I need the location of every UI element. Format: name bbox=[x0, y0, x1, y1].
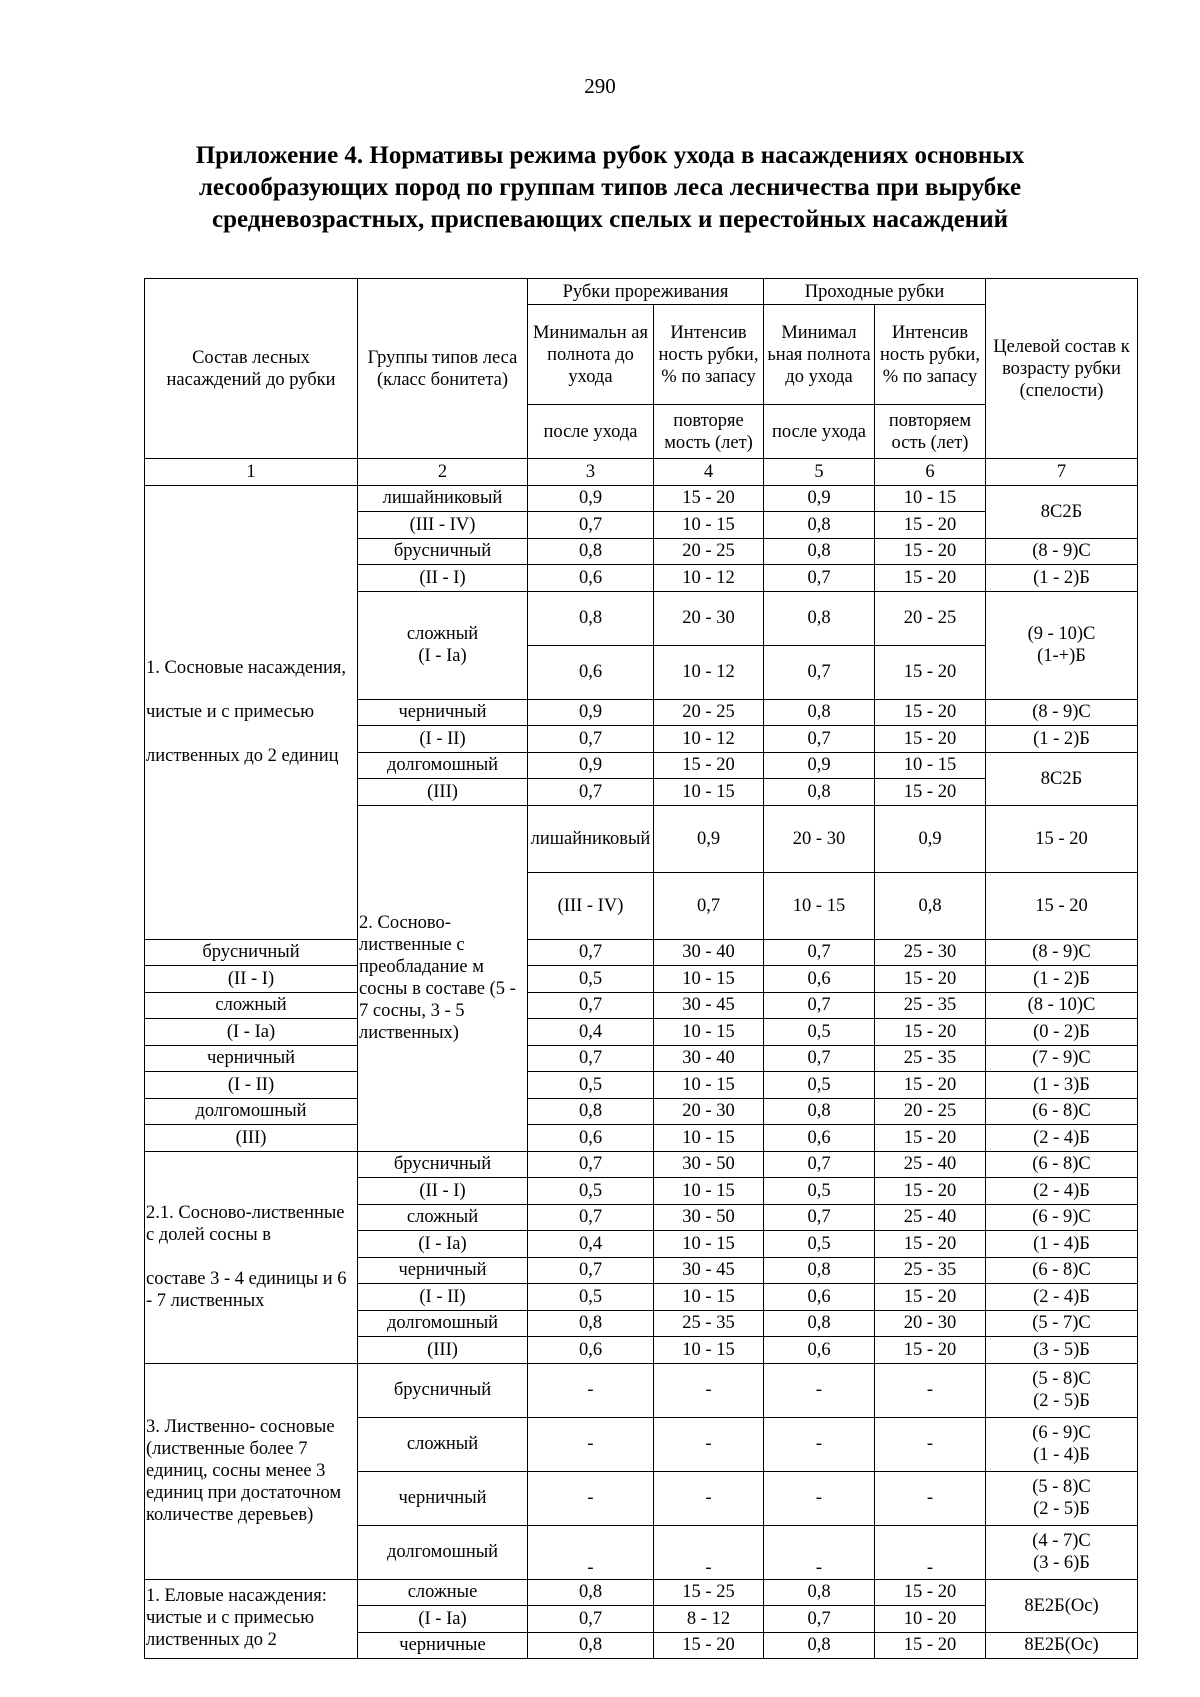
forest-type-cell: (I - II) bbox=[145, 1072, 358, 1099]
value-cell: 0,6 bbox=[764, 1284, 875, 1311]
value-cell: 0,9 bbox=[875, 805, 986, 872]
value-cell: 20 - 25 bbox=[875, 591, 986, 645]
target-cell: (2 - 4)Б bbox=[986, 1284, 1138, 1311]
forest-type-cell: (III) bbox=[358, 1337, 528, 1364]
value-cell: 0,8 bbox=[764, 1310, 875, 1337]
value-cell: 0,6 bbox=[528, 645, 654, 699]
value-cell: - bbox=[764, 1363, 875, 1417]
value-cell: 0,9 bbox=[528, 485, 654, 512]
target-cell: (1 - 2)Б bbox=[986, 726, 1138, 753]
value-cell: 8 - 12 bbox=[654, 1606, 764, 1633]
value-cell: 10 - 20 bbox=[875, 1606, 986, 1633]
value-cell: 0,7 bbox=[528, 1045, 654, 1072]
header-thinning: Рубки прореживания bbox=[528, 279, 764, 305]
value-cell: 0,8 bbox=[528, 1632, 654, 1659]
value-cell: 10 - 15 bbox=[654, 1072, 764, 1099]
target-cell: (8 - 9)С bbox=[986, 939, 1138, 966]
target-cell: (6 - 8)С bbox=[986, 1151, 1138, 1178]
value-cell: 20 - 30 bbox=[875, 1310, 986, 1337]
target-cell: (1 - 2)Б bbox=[986, 966, 1138, 993]
value-cell: 0,7 bbox=[528, 992, 654, 1019]
value-cell: 0,8 bbox=[764, 1579, 875, 1606]
table-row bbox=[145, 939, 1138, 966]
header-after-care: после ухода bbox=[528, 405, 654, 459]
value-cell: 0,7 bbox=[764, 939, 875, 966]
value-cell: 20 - 30 bbox=[654, 1098, 764, 1125]
forest-type-cell: долгомошный bbox=[358, 1310, 528, 1337]
value-cell: 25 - 35 bbox=[654, 1310, 764, 1337]
value-cell: 0,7 bbox=[764, 1204, 875, 1231]
page-number: 290 bbox=[584, 74, 616, 98]
value-cell: 10 - 15 bbox=[875, 485, 986, 512]
value-cell: 30 - 50 bbox=[654, 1204, 764, 1231]
table-row bbox=[145, 1072, 1138, 1099]
value-cell: 0,9 bbox=[528, 699, 654, 726]
value-cell: 15 - 20 bbox=[986, 805, 1138, 872]
target-cell: (0 - 2)Б bbox=[986, 1019, 1138, 1046]
forest-type-cell: сложный bbox=[358, 1204, 528, 1231]
forest-type-cell: сложные bbox=[358, 1579, 528, 1606]
value-cell: 0,7 bbox=[764, 992, 875, 1019]
value-cell: 0,9 bbox=[764, 485, 875, 512]
value-cell: 0,4 bbox=[528, 1019, 654, 1046]
value-cell: 15 - 20 bbox=[654, 1632, 764, 1659]
value-cell: 0,7 bbox=[528, 1204, 654, 1231]
value-cell: 0,7 bbox=[654, 872, 764, 939]
target-cell: (2 - 4)Б bbox=[986, 1125, 1138, 1152]
value-cell: 0,5 bbox=[764, 1019, 875, 1046]
value-cell: 0,6 bbox=[764, 966, 875, 993]
value-cell: 15 - 20 bbox=[875, 538, 986, 565]
value-cell: 0,8 bbox=[764, 1632, 875, 1659]
column-number: 3 bbox=[528, 459, 654, 486]
value-cell: - bbox=[528, 1525, 654, 1579]
value-cell: 0,5 bbox=[764, 1072, 875, 1099]
table-row bbox=[145, 966, 1138, 993]
column-number: 5 bbox=[764, 459, 875, 486]
header-repeatability: повторяем ость (лет) bbox=[875, 405, 986, 459]
value-cell: 0,7 bbox=[528, 1151, 654, 1178]
value-cell: 10 - 15 bbox=[764, 872, 875, 939]
forest-type-cell: (III - IV) bbox=[528, 872, 654, 939]
forest-type-cell: черничные bbox=[358, 1632, 528, 1659]
value-cell: 15 - 20 bbox=[875, 1284, 986, 1311]
value-cell: 0,7 bbox=[528, 779, 654, 806]
forest-type-cell: (I - Ia) bbox=[358, 1231, 528, 1258]
target-cell: (7 - 9)С bbox=[986, 1045, 1138, 1072]
forest-type-cell: (II - I) bbox=[145, 966, 358, 993]
forest-type-cell: сложный bbox=[145, 992, 358, 1019]
value-cell: 0,8 bbox=[764, 1257, 875, 1284]
value-cell: 30 - 50 bbox=[654, 1151, 764, 1178]
forest-type-cell: брусничный bbox=[358, 1363, 528, 1417]
group-label: 3. Лиственно- сосновые (лиственные более 7 единиц, сосны менее 3 единиц при достаточном количестве деревьев) bbox=[145, 1363, 358, 1579]
value-cell: 10 - 15 bbox=[654, 779, 764, 806]
target-cell: (5 - 8)С (2 - 5)Б bbox=[986, 1363, 1138, 1417]
table-row bbox=[145, 1019, 1138, 1046]
column-number: 6 bbox=[875, 459, 986, 486]
value-cell: 0,8 bbox=[764, 779, 875, 806]
value-cell: - bbox=[654, 1363, 764, 1417]
value-cell: 10 - 15 bbox=[654, 1125, 764, 1152]
value-cell: 25 - 40 bbox=[875, 1151, 986, 1178]
value-cell: 20 - 25 bbox=[654, 538, 764, 565]
value-cell: 0,9 bbox=[764, 752, 875, 779]
value-cell: 10 - 15 bbox=[654, 966, 764, 993]
value-cell: 10 - 15 bbox=[654, 1337, 764, 1364]
target-cell: 8Е2Б(Ос) bbox=[986, 1579, 1138, 1632]
table-row bbox=[145, 1579, 1138, 1606]
value-cell: 25 - 35 bbox=[875, 1257, 986, 1284]
value-cell: - bbox=[528, 1363, 654, 1417]
value-cell: 25 - 35 bbox=[875, 992, 986, 1019]
value-cell: 0,8 bbox=[528, 1310, 654, 1337]
forest-type-cell: лишайниковый bbox=[528, 805, 654, 872]
forest-type-cell: (I - Ia) bbox=[145, 1019, 358, 1046]
target-cell: (6 - 9)С bbox=[986, 1204, 1138, 1231]
forest-type-cell: (III - IV) bbox=[358, 512, 528, 539]
value-cell: 20 - 25 bbox=[875, 1098, 986, 1125]
value-cell: 10 - 12 bbox=[654, 726, 764, 753]
value-cell: 0,9 bbox=[654, 805, 764, 872]
value-cell: 15 - 20 bbox=[654, 752, 764, 779]
value-cell: 0,8 bbox=[528, 591, 654, 645]
target-cell: (6 - 8)С bbox=[986, 1257, 1138, 1284]
group-label: 2. Сосново-лиственные с преобладание м сосны в составе (5 - 7 сосны, 3 - 5 лиственных) bbox=[358, 805, 528, 1151]
value-cell: 20 - 25 bbox=[654, 699, 764, 726]
value-cell: 0,9 bbox=[528, 752, 654, 779]
forest-type-cell: черничный bbox=[358, 1471, 528, 1525]
value-cell: 0,8 bbox=[764, 699, 875, 726]
value-cell: 0,8 bbox=[528, 1579, 654, 1606]
table-row bbox=[145, 1151, 1138, 1178]
target-cell: 8С2Б bbox=[986, 752, 1138, 805]
value-cell: 15 - 20 bbox=[875, 1072, 986, 1099]
value-cell: 0,5 bbox=[528, 1178, 654, 1205]
value-cell: - bbox=[875, 1363, 986, 1417]
value-cell: 0,7 bbox=[528, 512, 654, 539]
value-cell: 10 - 15 bbox=[654, 512, 764, 539]
value-cell: 0,5 bbox=[528, 966, 654, 993]
value-cell: 0,8 bbox=[528, 1098, 654, 1125]
forest-type-cell: долгомошный bbox=[145, 1098, 358, 1125]
value-cell: 0,7 bbox=[764, 1606, 875, 1633]
target-cell: (8 - 10)С bbox=[986, 992, 1138, 1019]
forest-type-cell: (II - I) bbox=[358, 1178, 528, 1205]
value-cell: 0,7 bbox=[528, 1606, 654, 1633]
group-label: 2.1. Сосново-лиственные с долей сосны в составе 3 - 4 единицы и 6 - 7 лиственных bbox=[145, 1151, 358, 1363]
value-cell: - bbox=[875, 1525, 986, 1579]
norms-table bbox=[144, 278, 1138, 1659]
value-cell: 30 - 45 bbox=[654, 992, 764, 1019]
header-intensity: Интенсив ность рубки, % по запасу bbox=[654, 305, 764, 405]
value-cell: 0,4 bbox=[528, 1231, 654, 1258]
value-cell: 15 - 20 bbox=[875, 966, 986, 993]
target-cell: (1 - 2)Б bbox=[986, 565, 1138, 592]
value-cell: - bbox=[764, 1471, 875, 1525]
page-title bbox=[120, 140, 1100, 236]
value-cell: 15 - 20 bbox=[875, 1178, 986, 1205]
table-row bbox=[145, 1045, 1138, 1072]
value-cell: 0,8 bbox=[764, 512, 875, 539]
value-cell: 0,7 bbox=[764, 1045, 875, 1072]
value-cell: 15 - 20 bbox=[986, 872, 1138, 939]
value-cell: - bbox=[764, 1417, 875, 1471]
value-cell: 30 - 45 bbox=[654, 1257, 764, 1284]
value-cell: 0,5 bbox=[528, 1072, 654, 1099]
value-cell: - bbox=[654, 1525, 764, 1579]
header-repeatability: повторяе мость (лет) bbox=[654, 405, 764, 459]
header-min-density: Минимальн ая полнота до ухода bbox=[528, 305, 654, 405]
value-cell: 15 - 20 bbox=[875, 1632, 986, 1659]
forest-type-cell: (III) bbox=[145, 1125, 358, 1152]
value-cell: - bbox=[764, 1525, 875, 1579]
value-cell: 0,7 bbox=[528, 726, 654, 753]
header-passing-cuts: Проходные рубки bbox=[764, 279, 986, 305]
target-cell: (8 - 9)С bbox=[986, 538, 1138, 565]
forest-type-cell: черничный bbox=[145, 1045, 358, 1072]
value-cell: 0,6 bbox=[528, 1337, 654, 1364]
forest-type-cell: сложный (I - Ia) bbox=[358, 591, 528, 699]
value-cell: 15 - 20 bbox=[875, 1019, 986, 1046]
forest-type-cell: долгомошный bbox=[358, 1525, 528, 1579]
target-cell: (6 - 9)С (1 - 4)Б bbox=[986, 1417, 1138, 1471]
target-cell: (6 - 8)С bbox=[986, 1098, 1138, 1125]
table-row bbox=[145, 1125, 1138, 1152]
target-cell: (9 - 10)С (1-+)Б bbox=[986, 591, 1138, 699]
forest-type-cell: брусничный bbox=[358, 1151, 528, 1178]
value-cell: 0,7 bbox=[764, 645, 875, 699]
value-cell: 15 - 20 bbox=[875, 726, 986, 753]
target-cell: (5 - 8)С (2 - 5)Б bbox=[986, 1471, 1138, 1525]
forest-type-cell: брусничный bbox=[358, 538, 528, 565]
value-cell: 15 - 25 bbox=[654, 1579, 764, 1606]
title-line: лесообразующих пород по группам типов леса лесничества при вырубке bbox=[198, 174, 1022, 201]
target-cell: (2 - 4)Б bbox=[986, 1178, 1138, 1205]
header-intensity: Интенсив ность рубки, % по запасу bbox=[875, 305, 986, 405]
forest-type-cell: (I - Ia) bbox=[358, 1606, 528, 1633]
forest-type-cell: черничный bbox=[358, 1257, 528, 1284]
value-cell: 10 - 15 bbox=[654, 1019, 764, 1046]
value-cell: 30 - 40 bbox=[654, 939, 764, 966]
forest-type-cell: черничный bbox=[358, 699, 528, 726]
forest-type-cell: брусничный bbox=[145, 939, 358, 966]
value-cell: 15 - 20 bbox=[875, 565, 986, 592]
forest-type-cell: долгомошный bbox=[358, 752, 528, 779]
value-cell: 10 - 12 bbox=[654, 645, 764, 699]
forest-type-cell: (II - I) bbox=[358, 565, 528, 592]
value-cell: 10 - 15 bbox=[875, 752, 986, 779]
value-cell: 20 - 30 bbox=[654, 591, 764, 645]
value-cell: 15 - 20 bbox=[654, 485, 764, 512]
target-cell: (1 - 3)Б bbox=[986, 1072, 1138, 1099]
value-cell: 25 - 35 bbox=[875, 1045, 986, 1072]
table-row bbox=[145, 992, 1138, 1019]
value-cell: 0,7 bbox=[764, 1151, 875, 1178]
value-cell: 0,8 bbox=[764, 538, 875, 565]
value-cell: 0,5 bbox=[764, 1231, 875, 1258]
header-forest-types: Группы типов леса (класс бонитета) bbox=[358, 279, 528, 459]
value-cell: 0,6 bbox=[764, 1125, 875, 1152]
value-cell: - bbox=[528, 1471, 654, 1525]
column-numbers-row bbox=[145, 459, 1138, 486]
value-cell: 0,5 bbox=[528, 1284, 654, 1311]
column-number: 1 bbox=[145, 459, 358, 486]
value-cell: 0,8 bbox=[764, 1098, 875, 1125]
header-target-composition: Целевой состав к возрасту рубки (спелости) bbox=[986, 279, 1138, 459]
forest-type-cell: сложный bbox=[358, 1417, 528, 1471]
header-after-care: после ухода bbox=[764, 405, 875, 459]
target-cell: (8 - 9)С bbox=[986, 699, 1138, 726]
value-cell: 25 - 30 bbox=[875, 939, 986, 966]
group-label: 1. Сосновые насаждения, чистые и с примесью лиственных до 2 единиц bbox=[145, 485, 358, 939]
value-cell: 15 - 20 bbox=[875, 1337, 986, 1364]
forest-type-cell: (III) bbox=[358, 779, 528, 806]
value-cell: 0,7 bbox=[528, 1257, 654, 1284]
value-cell: 30 - 40 bbox=[654, 1045, 764, 1072]
target-cell: (5 - 7)С bbox=[986, 1310, 1138, 1337]
header-min-density: Минимал ьная полнота до ухода bbox=[764, 305, 875, 405]
value-cell: 15 - 20 bbox=[875, 645, 986, 699]
column-number: 2 bbox=[358, 459, 528, 486]
header-composition: Состав лесных насаждений до рубки bbox=[145, 279, 358, 459]
value-cell: - bbox=[875, 1417, 986, 1471]
table-row bbox=[145, 1098, 1138, 1125]
value-cell: - bbox=[654, 1417, 764, 1471]
value-cell: 15 - 20 bbox=[875, 512, 986, 539]
column-number: 7 bbox=[986, 459, 1138, 486]
value-cell: - bbox=[875, 1471, 986, 1525]
value-cell: 0,6 bbox=[528, 1125, 654, 1152]
value-cell: 10 - 15 bbox=[654, 1178, 764, 1205]
value-cell: 0,7 bbox=[764, 726, 875, 753]
title-line: Приложение 4. Нормативы режима рубок ухода в насаждениях основных bbox=[195, 142, 1025, 169]
value-cell: 15 - 20 bbox=[875, 1579, 986, 1606]
value-cell: - bbox=[654, 1471, 764, 1525]
group-label: 1. Еловые насаждения: чистые и с примесью лиственных до 2 bbox=[145, 1579, 358, 1659]
value-cell: 25 - 40 bbox=[875, 1204, 986, 1231]
value-cell: 10 - 15 bbox=[654, 1231, 764, 1258]
value-cell: 0,6 bbox=[764, 1337, 875, 1364]
target-cell: 8С2Б bbox=[986, 485, 1138, 538]
value-cell: 0,8 bbox=[875, 872, 986, 939]
value-cell: 0,8 bbox=[528, 538, 654, 565]
value-cell: 10 - 15 bbox=[654, 1284, 764, 1311]
value-cell: 15 - 20 bbox=[875, 699, 986, 726]
target-cell: (1 - 4)Б bbox=[986, 1231, 1138, 1258]
value-cell: 10 - 12 bbox=[654, 565, 764, 592]
value-cell: 15 - 20 bbox=[875, 779, 986, 806]
value-cell: 0,7 bbox=[764, 565, 875, 592]
value-cell: - bbox=[528, 1417, 654, 1471]
value-cell: 15 - 20 bbox=[875, 1125, 986, 1152]
target-cell: 8Е2Б(Ос) bbox=[986, 1632, 1138, 1659]
table-row bbox=[145, 485, 1138, 512]
table-row bbox=[145, 1363, 1138, 1417]
value-cell: 20 - 30 bbox=[764, 805, 875, 872]
forest-type-cell: (I - II) bbox=[358, 726, 528, 753]
value-cell: 0,8 bbox=[764, 591, 875, 645]
value-cell: 0,6 bbox=[528, 565, 654, 592]
forest-type-cell: (I - II) bbox=[358, 1284, 528, 1311]
column-number: 4 bbox=[654, 459, 764, 486]
value-cell: 15 - 20 bbox=[875, 1231, 986, 1258]
forest-type-cell: лишайниковый bbox=[358, 485, 528, 512]
value-cell: 0,7 bbox=[528, 939, 654, 966]
target-cell: (3 - 5)Б bbox=[986, 1337, 1138, 1364]
value-cell: 0,5 bbox=[764, 1178, 875, 1205]
title-line: средневозрастных, приспевающих спелых и перестойных насаждений bbox=[211, 206, 1009, 233]
target-cell: (4 - 7)С (3 - 6)Б bbox=[986, 1525, 1138, 1579]
